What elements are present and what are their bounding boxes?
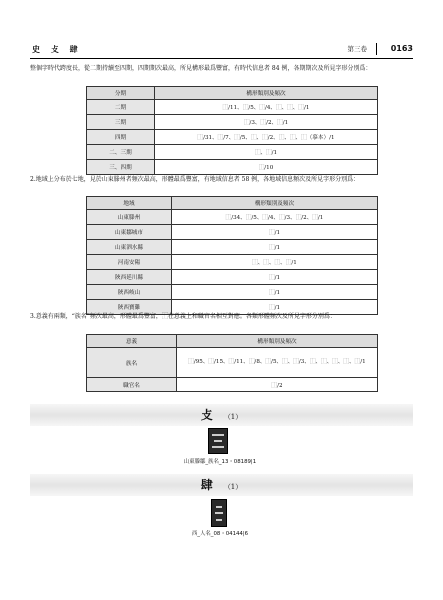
table-cell: 族名 bbox=[87, 348, 177, 378]
entry-character: 攴 bbox=[200, 408, 213, 422]
table-cell: 三期 bbox=[87, 115, 155, 130]
table-cell: ⿰/2 bbox=[177, 378, 378, 392]
paragraph-period: 整個字時代跨度長，從二期持續至四期，四期期次最高，所見構形最爲豐富，有時代信息者 84 例，各期期次及所見字形分別爲： bbox=[30, 65, 372, 72]
table-cell: 山東鄒城市 bbox=[87, 225, 172, 240]
paragraph-meaning: 3.意義有兩類，“族名”頻次最高，形體最爲豐富，⿰在意義上和職官名相互對應。各類形體頻次及所見字形分別爲： bbox=[30, 313, 336, 320]
rubbing-caption: 山東滕鄒_族名_13・08189|1 bbox=[183, 459, 257, 465]
table-cell: ⿰/3、⿰/2、⿰/1 bbox=[155, 115, 378, 130]
table-cell: ⿰/11、⿰/5、⿰/4、⿰、⿰、⿰/1 bbox=[155, 100, 378, 115]
table-cell: 河南安陽 bbox=[87, 255, 172, 270]
period-header: 分期 bbox=[87, 87, 155, 100]
forms-header: 構形類別及頻次 bbox=[155, 87, 378, 100]
table-cell: ⿰、⿰/1 bbox=[155, 145, 378, 160]
table-cell: ⿰/1 bbox=[172, 225, 378, 240]
table-cell: 山東泗水縣 bbox=[87, 240, 172, 255]
region-header: 地域 bbox=[87, 197, 172, 210]
table-cell: ⿰/1 bbox=[172, 285, 378, 300]
entry-character: 肆 bbox=[200, 478, 213, 492]
page-number: 0163 bbox=[390, 44, 413, 53]
table-cell: 二期 bbox=[87, 100, 155, 115]
table-cell: 陝西寶雞 bbox=[87, 300, 172, 315]
rubbing-caption: 西_人名_08・04144|6 bbox=[191, 531, 249, 537]
period-table bbox=[86, 86, 378, 175]
entry-count: （1） bbox=[223, 413, 243, 421]
meaning-table bbox=[86, 334, 378, 392]
entry-heading-1 bbox=[30, 404, 413, 426]
forms-header: 構形類別及頻次 bbox=[172, 197, 378, 210]
table-cell: 三、四期 bbox=[87, 160, 155, 175]
table-cell: ⿰、⿰、⿰、⿰/1 bbox=[172, 255, 378, 270]
entry-count: （1） bbox=[223, 483, 243, 491]
volume-label: 第三卷 bbox=[347, 45, 367, 53]
table-cell: 山東滕州 bbox=[87, 210, 172, 225]
forms-header: 構形類別及頻次 bbox=[177, 335, 378, 348]
table-cell: ⿰/34、⿰/5、⿰/4、⿰/3、⿰/2、⿰/1 bbox=[172, 210, 378, 225]
paragraph-region: 2.地域上分布於七地，見於山東滕州者頻次最高，形體最爲豐富，有地域信息者 58 例，各地域信息頻次及所見字形分別爲： bbox=[30, 176, 360, 183]
rubbing-image bbox=[208, 428, 228, 454]
table-cell: ⿰/1 bbox=[172, 300, 378, 315]
page-header bbox=[30, 44, 413, 59]
entry-heading-2 bbox=[30, 474, 413, 496]
table-cell: ⿰/1 bbox=[172, 240, 378, 255]
running-title: 史 攴 肆 bbox=[32, 44, 82, 54]
table-cell: 四期 bbox=[87, 130, 155, 145]
table-cell: ⿰/95、⿰/15、⿰/11、⿰/8、⿰/5、⿰、⿰/3、⿰、⿰、⿰、⿰、⿰/1 bbox=[177, 348, 378, 378]
meaning-header: 意義 bbox=[87, 335, 177, 348]
rubbing-image bbox=[211, 499, 227, 527]
table-cell: 陝西岐山 bbox=[87, 285, 172, 300]
table-cell: 職官名 bbox=[87, 378, 177, 392]
table-cell: 二、三期 bbox=[87, 145, 155, 160]
region-table bbox=[86, 196, 378, 315]
table-cell: ⿰/10 bbox=[155, 160, 378, 175]
table-cell: ⿰/1 bbox=[172, 270, 378, 285]
table-cell: 陝西延川縣 bbox=[87, 270, 172, 285]
header-divider bbox=[376, 43, 377, 55]
table-cell: ⿰/31、⿰/7、⿰/5、⿰、⿰/2、⿰、⿰、⿰（摹本）/1 bbox=[155, 130, 378, 145]
